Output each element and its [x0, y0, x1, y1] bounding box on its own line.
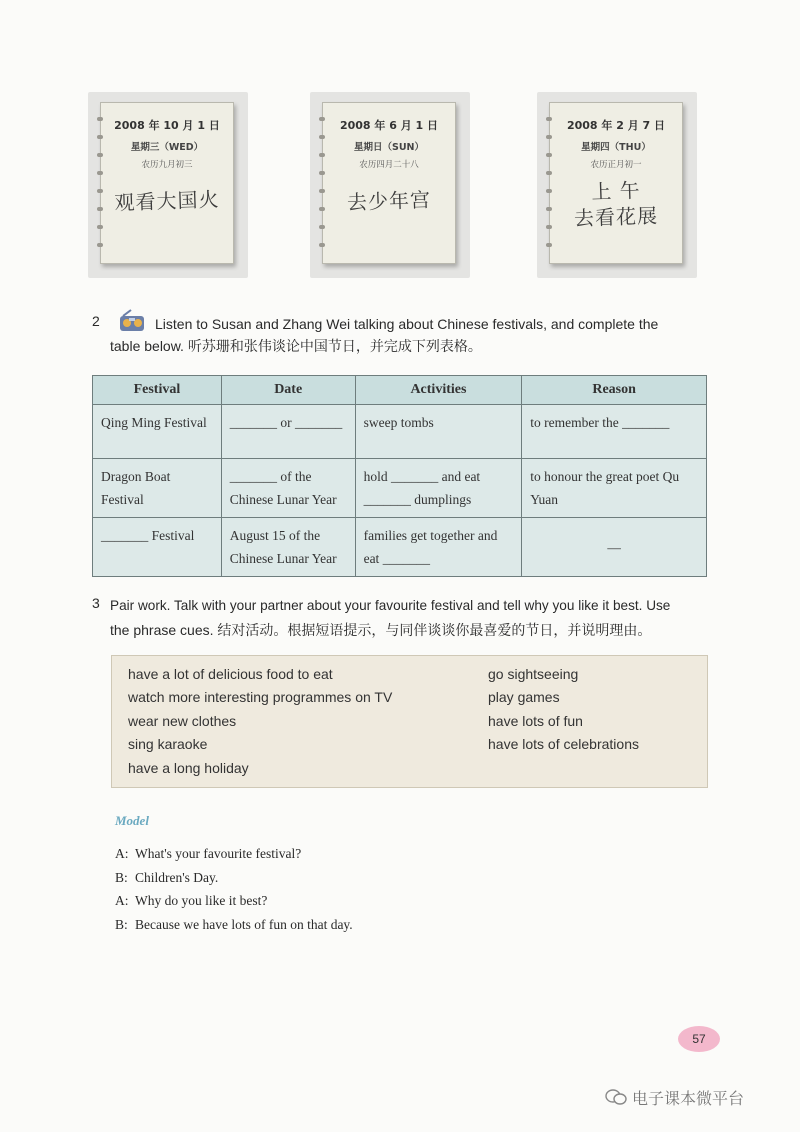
calendar-handwritten-note: 上 午: [590, 178, 642, 204]
dialogue-line: [115, 893, 267, 909]
calendar-weekday: 星期四（THU）: [581, 142, 651, 153]
dialogue-line: [115, 870, 218, 886]
calendar-weekday: 星期三（WED）: [130, 142, 204, 153]
calendar-handwritten-note: 去少年宫: [346, 187, 432, 215]
table-cell: August 15 of the Chinese Lunar Year: [221, 518, 355, 577]
dialogue-text: Why do you like it best?: [135, 893, 268, 908]
dialogue-line: [115, 846, 301, 862]
calendar-lunar: 农历九月初三: [141, 160, 193, 170]
question-2-text-line2: table below. 听苏珊和张伟谈论中国节日，并完成下列表格。: [110, 338, 482, 354]
wechat-icon: [605, 1088, 627, 1106]
table-cell: _______ or _______: [221, 405, 355, 459]
phrase-item: have a lot of delicious food to eat: [128, 666, 333, 682]
dialogue-speaker: B:: [115, 870, 128, 885]
calendar-handwritten-note-2: 去看花展: [573, 203, 659, 231]
radio-icon: [117, 308, 147, 334]
phrase-item: wear new clothes: [128, 713, 237, 729]
table-row: [93, 459, 707, 518]
calendar-oct-1: [88, 92, 248, 278]
table-header-row: [93, 376, 707, 405]
table-cell: to remember the _______: [522, 405, 707, 459]
table-cell: hold _______ and eat _______ dumplings: [355, 459, 522, 518]
calendar-feb-7: [537, 92, 697, 278]
table-cell: _______ of the Chinese Lunar Year: [221, 459, 355, 518]
calendar-date: 2008 年 10 月 1 日: [114, 119, 220, 132]
question-3-text-line2: the phrase cues. 结对活动。根据短语提示，与同伴谈谈你最喜爱的节日，并说明理由。: [110, 622, 652, 638]
question-number: 2: [92, 313, 100, 329]
phrase-item: have a long holiday: [128, 760, 249, 776]
watermark-text: 电子课本微平台: [632, 1089, 745, 1108]
model-title: Model: [115, 813, 149, 828]
table-cell: Dragon Boat Festival: [93, 459, 222, 518]
table-cell: sweep tombs: [355, 405, 522, 459]
dialogue-speaker: A:: [115, 846, 129, 861]
question-3-text-line1: Pair work. Talk with your partner about your favourite festival and tell why you like it best. Use: [110, 598, 671, 613]
phrase-item: play games: [488, 689, 560, 705]
dialogue-text: What's your favourite festival?: [135, 846, 302, 861]
calendar-lunar: 农历正月初一: [590, 160, 642, 170]
dialogue-speaker: A:: [115, 893, 129, 908]
calendar-date: 2008 年 2 月 7 日: [566, 119, 666, 132]
page-number: 57: [678, 1026, 720, 1052]
table-header: Activities: [355, 376, 522, 405]
calendar-jun-1: [310, 92, 470, 278]
phrase-item: sing karaoke: [128, 736, 208, 752]
phrase-item: watch more interesting programmes on TV: [128, 689, 393, 705]
table-header: Reason: [522, 376, 707, 405]
table-row: [93, 405, 707, 459]
phrase-item: have lots of celebrations: [488, 736, 639, 752]
dialogue-line: [115, 917, 353, 933]
question-number: 3: [92, 595, 100, 611]
table-cell: —: [522, 518, 707, 577]
table-header: Festival: [93, 376, 222, 405]
dialogue-text: Children's Day.: [135, 870, 219, 885]
calendar-lunar: 农历四月二十八: [359, 160, 419, 170]
table-cell: families get together and eat _______: [355, 518, 522, 577]
dialogue-speaker: B:: [115, 917, 128, 932]
calendar-date: 2008 年 6 月 1 日: [339, 119, 439, 132]
table-cell: to honour the great poet Qu Yuan: [522, 459, 707, 518]
calendar-weekday: 星期日（SUN）: [353, 142, 424, 153]
table-row: [93, 518, 707, 577]
table-cell: Qing Ming Festival: [93, 405, 222, 459]
question-2-text-line1: Listen to Susan and Zhang Wei talking about Chinese festivals, and complete the: [155, 316, 659, 332]
festival-table: [92, 375, 707, 577]
dialogue-text: Because we have lots of fun on that day.: [135, 917, 353, 932]
table-cell: _______ Festival: [93, 518, 222, 577]
calendar-handwritten-note: 观看大国火: [114, 187, 220, 215]
phrase-item: have lots of fun: [488, 713, 583, 729]
table-header: Date: [221, 376, 355, 405]
phrase-item: go sightseeing: [488, 666, 579, 682]
